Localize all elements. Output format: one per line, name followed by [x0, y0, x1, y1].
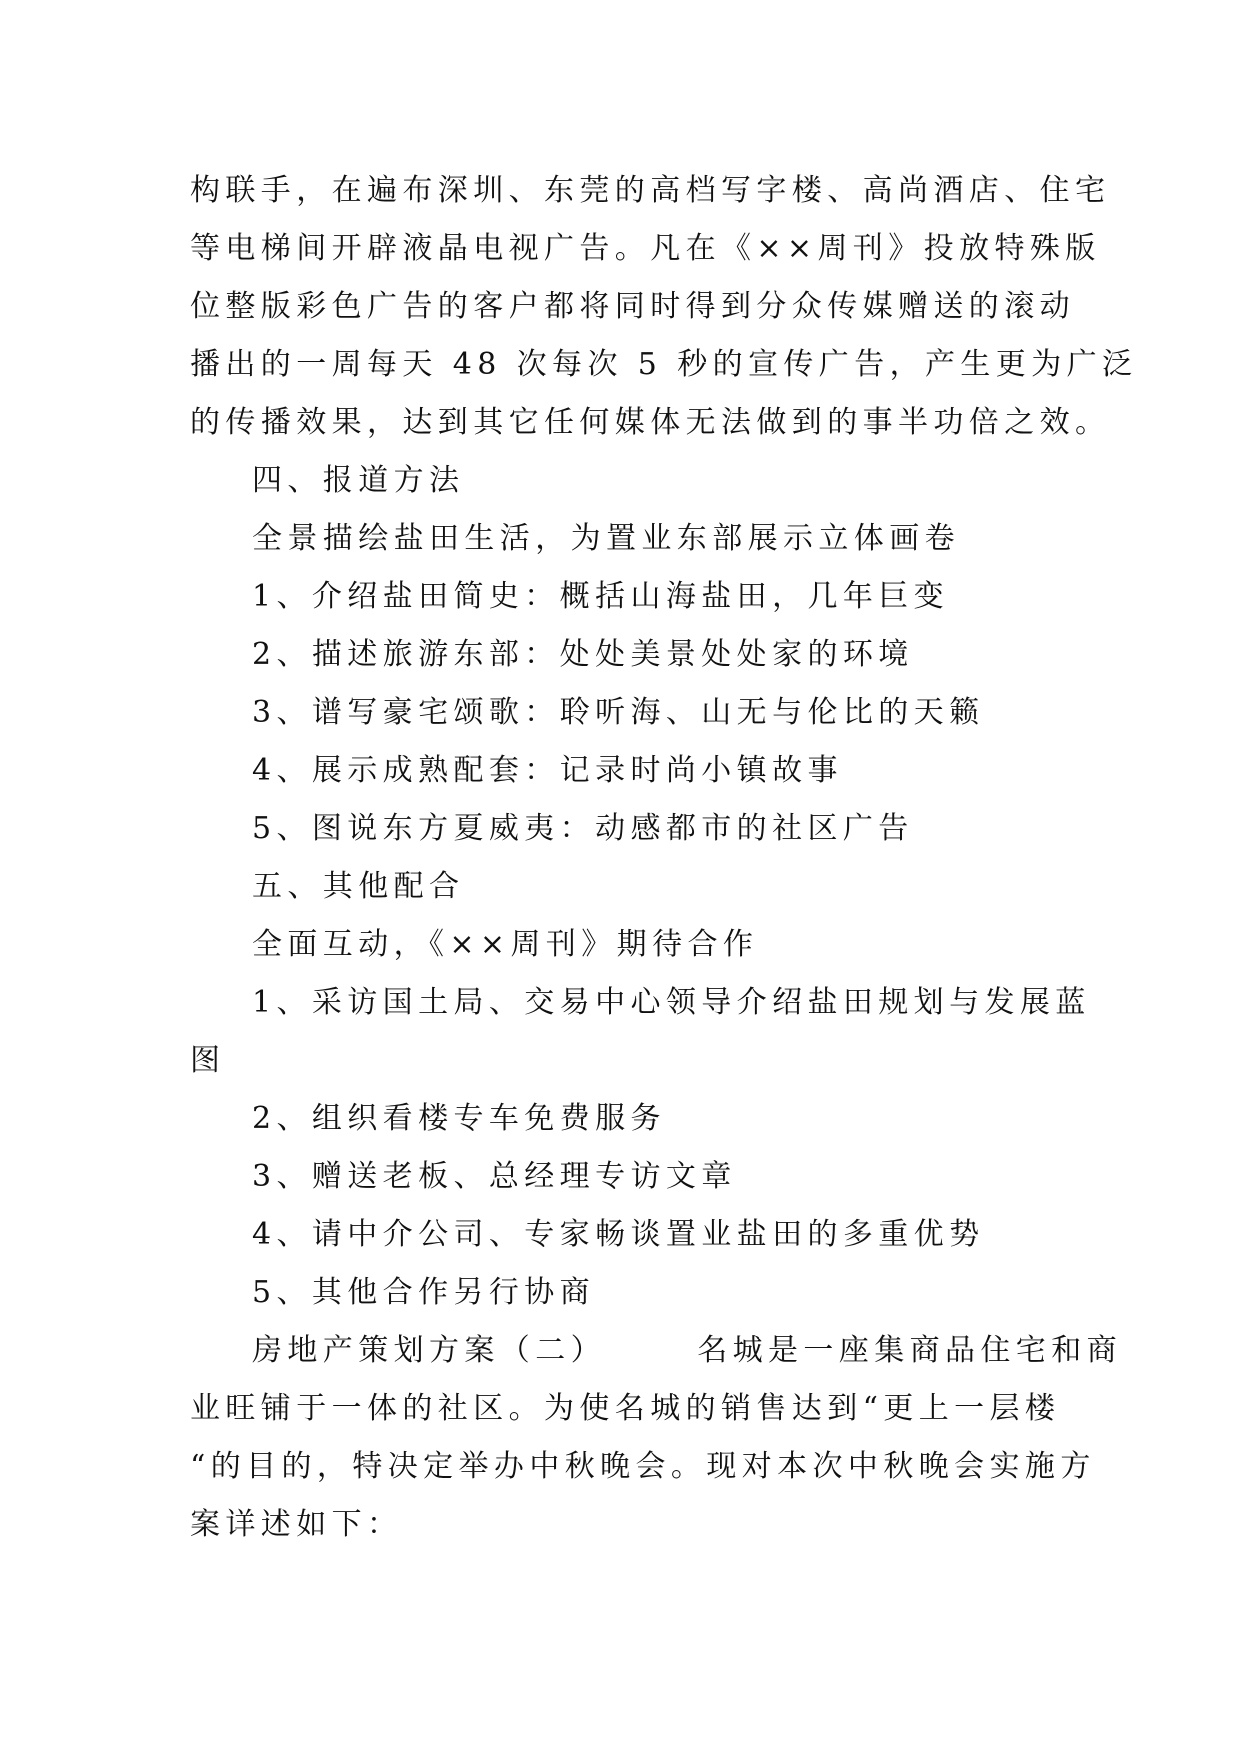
paragraph-line: 全景描绘盐田生活，为置业东部展示立体画卷 — [252, 521, 960, 556]
list-item: 1、采访国土局、交易中心领导介绍盐田规划与发展蓝 — [252, 985, 1091, 1020]
paragraph-line: 位整版彩色广告的客户都将同时得到分众传媒赠送的滚动 — [190, 289, 1075, 324]
section-heading: 四、报道方法 — [252, 463, 465, 498]
paragraph-line: 业旺铺于一体的社区。为使名城的销售达到“更上一层楼 — [190, 1391, 1061, 1426]
list-item: 1、介绍盐田简史：概括山海盐田，几年巨变 — [252, 579, 950, 614]
paragraph-line: 等电梯间开辟液晶电视广告。凡在《××周刊》投放特殊版 — [190, 231, 1101, 266]
list-item: 5、图说东方夏威夷：动感都市的社区广告 — [252, 811, 914, 846]
paragraph-line: 构联手，在遍布深圳、东莞的高档写字楼、高尚酒店、住宅 — [190, 173, 1111, 208]
paragraph-line: 播出的一周每天 48 次每次 5 秒的宣传广告，产生更为广泛 — [190, 347, 1138, 382]
section-heading: 五、其他配合 — [252, 869, 465, 904]
paragraph-line: 全面互动，《××周刊》期待合作 — [252, 927, 759, 962]
paragraph-line: 案详述如下： — [190, 1507, 403, 1542]
list-item-continuation: 图 — [190, 1043, 226, 1078]
paragraph-line: 的传播效果，达到其它任何媒体无法做到的事半功倍之效。 — [190, 405, 1111, 440]
document-body — [190, 162, 1138, 1554]
list-item: 2、描述旅游东部：处处美景处处家的环境 — [252, 637, 914, 672]
list-item: 2、组织看楼专车免费服务 — [252, 1101, 666, 1136]
paragraph-line: 房地产策划方案（二） 名城是一座集商品住宅和商 — [252, 1333, 1122, 1368]
list-item: 3、谱写豪宅颂歌：聆听海、山无与伦比的天籁 — [252, 695, 985, 730]
list-item: 4、展示成熟配套：记录时尚小镇故事 — [252, 753, 843, 788]
paragraph-line: “的目的，特决定举办中秋晚会。现对本次中秋晚会实施方 — [190, 1449, 1096, 1484]
list-item: 4、请中介公司、专家畅谈置业盐田的多重优势 — [252, 1217, 985, 1252]
list-item: 5、其他合作另行协商 — [252, 1275, 596, 1310]
list-item: 3、赠送老板、总经理专访文章 — [252, 1159, 737, 1194]
